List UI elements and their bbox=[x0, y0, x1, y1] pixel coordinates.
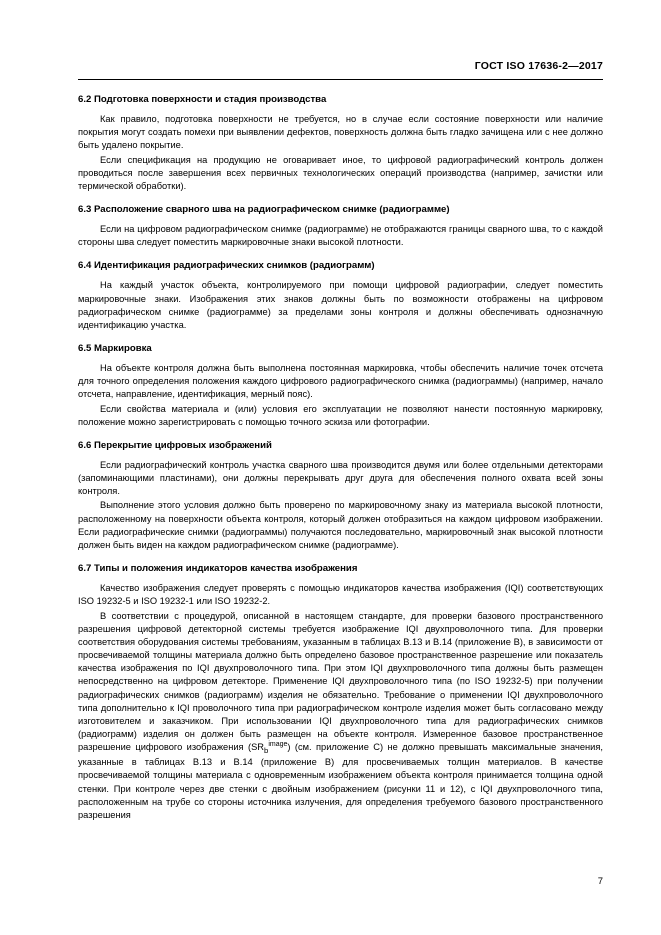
paragraph: Если на цифровом радиографическом снимке (радиограмме) не отображаются границы сварного шва, то с каждой стороны шва следует поместить маркировочные знаки высокой плотности. bbox=[78, 224, 603, 248]
section-heading-6-4: 6.4 Идентификация радиографических снимков (радиограмм) bbox=[78, 260, 375, 272]
section-heading-6-5: 6.5 Маркировка bbox=[78, 343, 152, 355]
paragraph-with-markup: В соответствии с процедурой, описанной в настоящем стандарте, для проверки базового пространственного разрешения цифровой детекторной системы требуется изображение IQI двухпроволочного типа. Для проверки соответствия оборудования системы требованиям, указанным в таблицах В.13 и В.14 (приложение В), в зависимости от просвечиваемой толщины материала должно быть определено базовое пространственное разрешение или показатель качества изображения по IQI двухпроволочного типа. При этом IQI двухпроволочного типа должны быть размещен непосредственно на цифровом детекторе. Применение IQI двухпроволочного типа (по ISO 19232-5) при получении радиографических снимков (радиограмм) изделия не обязательно. Требование о применении IQI двухпроволочного типа дополнительно к IQI проволочного типа при радиографическом контроле изделия может быть согласовано между изготовителем и заказчиком. При использовании IQI двухпроволочного типа для радиографических снимков (радиограмм) изделия он должен быть размещен на объекте контроля. Измеренное базовое пространственное разрешение цифрового изображения $(SR_b^{image})$ (см. приложение С) не должно превышать максимальные значения, указанные в таблицах В.13 и В.14 (приложение В) для просвечиваемых толщин материалов. В качестве просвечиваемой толщины материала с одновременным изображением объекта контроля принимается толщина одной стенки. При контроле через две стенки с двойным изображением (рисунки 11 и 12), с IQI двухпроволочного типа, расположенным на трубе со стороны источника излучения, для определения требуемого базового пространственного разрешения bbox=[78, 610, 603, 820]
paragraph: Как правило, подготовка поверхности не требуется, но в случае если состояние поверхности или наличие покрытия могут создать помехи при выявлении дефектов, поверхность должна быть гладко зачищена или с нее должно быть удалено покрытие. bbox=[78, 113, 603, 151]
page-header: ГОСТ ISO 17636-2—2017 bbox=[474, 60, 603, 72]
section-heading-6-3: 6.3 Расположение сварного шва на радиографическом снимке (радиограмме) bbox=[78, 204, 450, 216]
paragraph: Если спецификация на продукцию не оговаривает иное, то цифровой радиографический контроль должен проводиться после завершения всех первичных технологических операций производства (например, зачистки или термической обработки). bbox=[78, 154, 603, 191]
page-number: 7 bbox=[597, 876, 603, 887]
section-heading-6-6: 6.6 Перекрытие цифровых изображений bbox=[78, 439, 272, 451]
paragraph: На объекте контроля должна быть выполнена постоянная маркировка, чтобы обеспечить наличие точек отсчета для точного определения положения каждого цифрового радиографического снимка (радиограммы) (например, начало отсчета, направление, идентификация, мерный пояс). bbox=[78, 363, 603, 400]
section-heading-6-2: 6.2 Подготовка поверхности и стадия производства bbox=[78, 94, 327, 105]
paragraph: Если свойства материала и (или) условия его эксплуатации не позволяют нанести постоянную маркировку, положение можно зарегистрировать с помощью точного эскиза или фотографии. bbox=[78, 403, 603, 427]
paragraph: Качество изображения следует проверять с помощью индикаторов качества изображения (IQI) соответствующих ISO 19232-5 и ISO 19232-1 или ISO 19232-2. bbox=[78, 583, 603, 607]
paragraph: На каждый участок объекта, контролируемого при помощи цифровой радиографии, следует поместить маркировочные знаки. Изображения этих знаков должны быть по возможности отображены на цифровом радиографическом снимке (радиограмме) за пределами зоны контроля и должны обеспечивать однозначную идентификацию участка. bbox=[78, 280, 603, 330]
paragraph: Если радиографический контроль участка сварного шва производится двумя или более отдельными детекторами (запоминающими пластинами), они должны перекрывать друг друга для обеспечения полного охвата всей зоны контроля. bbox=[78, 459, 603, 497]
paragraph: Выполнение этого условия должно быть проверено по маркировочному знаку из материала высокой плотности, расположенному на поверхности объекта контроля, который должен отобразиться на каждом цифровом изображении. Если радиографические снимки (радиограммы) получаются последовательно, маркировочный знак высокой плотности должен быть виден на каждом радиографическом снимке (радиограмме). bbox=[78, 500, 603, 550]
header-divider bbox=[78, 79, 603, 80]
section-heading-6-7: 6.7 Типы и положения индикаторов качества изображения bbox=[78, 563, 358, 575]
